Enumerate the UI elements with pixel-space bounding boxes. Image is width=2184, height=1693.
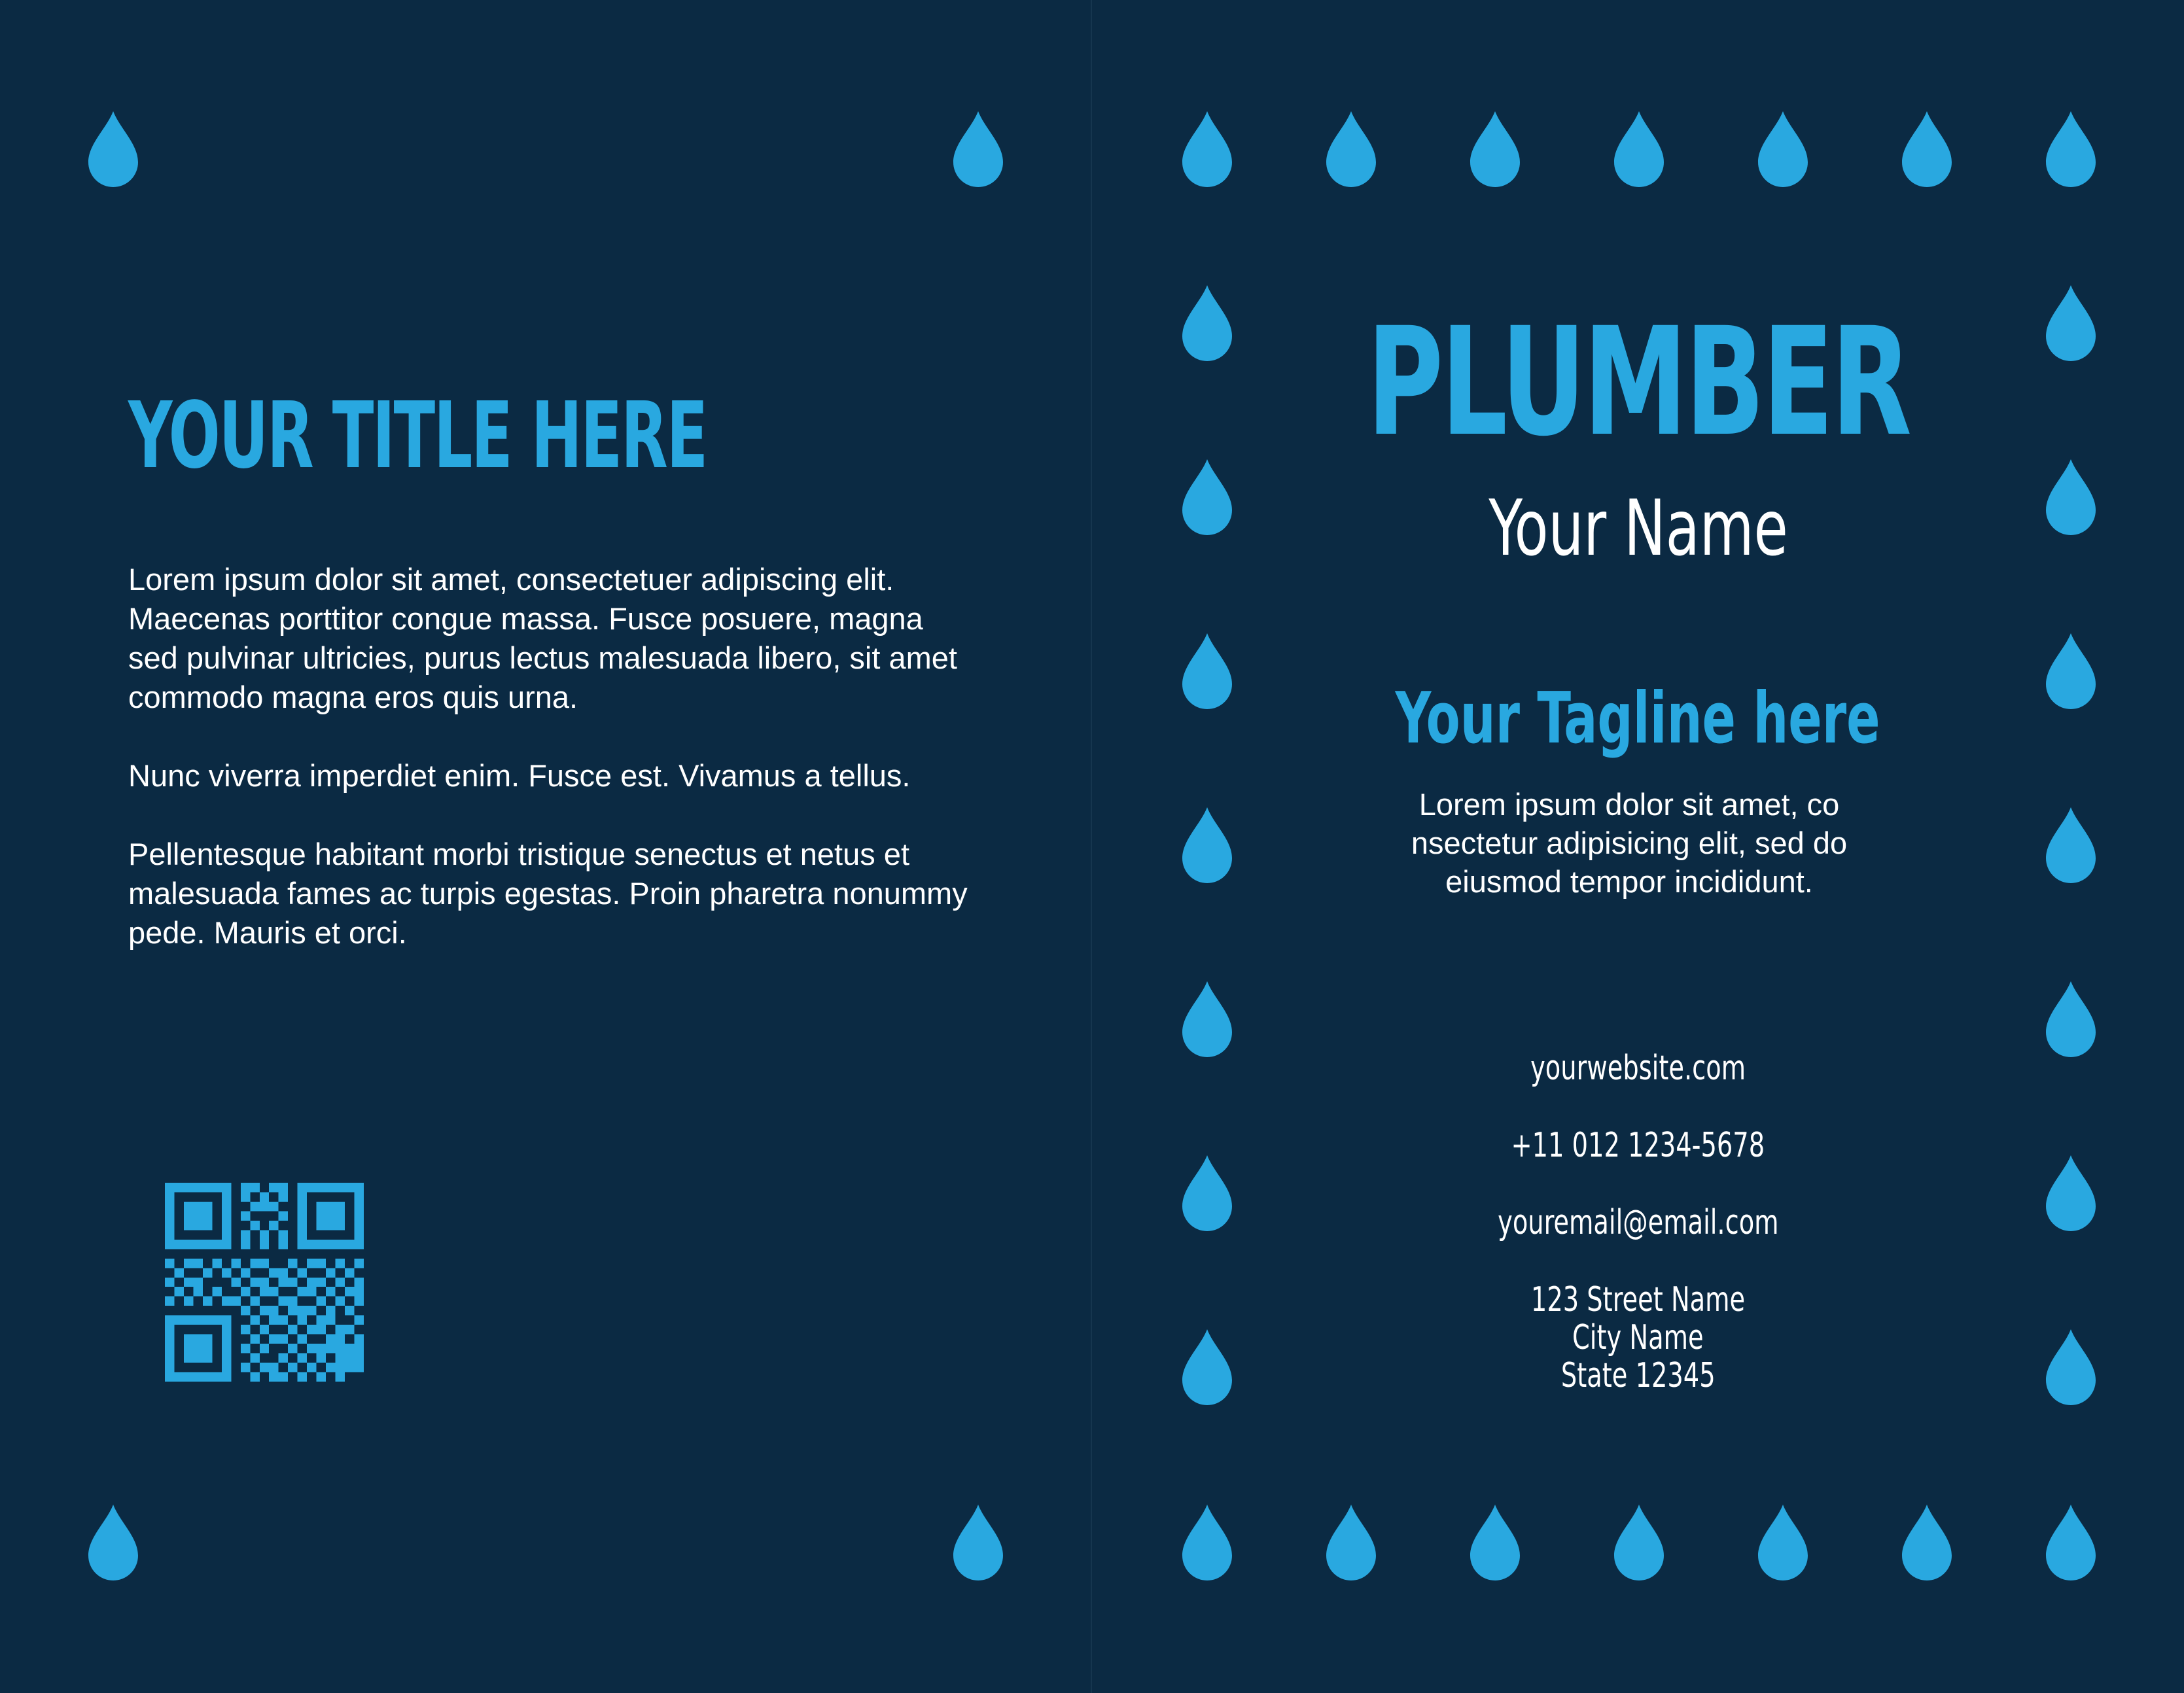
body-text [128, 560, 972, 992]
water-drop-icon [2045, 110, 2097, 188]
water-drop-icon [2045, 806, 2097, 884]
water-drop-icon [87, 110, 139, 188]
paragraph: Nunc viverra imperdiet enim. Fusce est. Vivamus a tellus. [128, 758, 911, 793]
water-drop-icon [1325, 1503, 1377, 1582]
tagline: Your Tagline here [1395, 678, 1880, 759]
phone-text: +11 012 1234-5678 [1511, 1126, 1765, 1165]
water-drop-icon [1613, 110, 1665, 188]
water-drop-icon [1181, 806, 1233, 884]
heading: PLUMBER [1366, 295, 1910, 469]
water-drop-icon [2045, 980, 2097, 1058]
qr-code [165, 1183, 364, 1382]
tagline-description: Lorem ipsum dolor sit amet, co nsectetur adipisicing elit, sed do eiusmod tempor incididunt. [1411, 787, 1848, 899]
water-drop-icon [952, 1503, 1004, 1582]
name: Your Name [1488, 483, 1788, 573]
email-text: youremail@email.com [1497, 1203, 1779, 1242]
water-drop-icon [1325, 110, 1377, 188]
water-drop-icon [1757, 110, 1809, 188]
water-drop-icon [952, 110, 1004, 188]
address [1092, 1281, 2184, 1395]
paragraph: Lorem ipsum dolor sit amet, consectetuer adipiscing elit. Maecenas porttitor congue massa. Fusce posuere, magna sed pulvinar ultricies, purus lectus malesuada libero, sit amet commodo magna eros quis urna. [128, 562, 957, 714]
water-drop-icon [1901, 110, 1953, 188]
water-drop-icon [1181, 980, 1233, 1058]
address-line: State 12345 [1560, 1356, 1716, 1395]
website-text: yourwebsite.com [1530, 1049, 1746, 1088]
address-line: City Name [1572, 1318, 1704, 1357]
water-drop-icon [1469, 1503, 1521, 1582]
page-title: YOUR TITLE HERE [128, 383, 707, 489]
address-line: 123 Street Name [1530, 1280, 1746, 1319]
water-drop-icon [1901, 1503, 1953, 1582]
paragraph: Pellentesque habitant morbi tristique senectus et netus et malesuada fames ac turpis egestas. Proin pharetra nonummy pede. Mauris et orci. [128, 837, 968, 950]
water-drop-icon [1757, 1503, 1809, 1582]
water-drop-icon [1181, 110, 1233, 188]
water-drop-icon [1613, 1503, 1665, 1582]
water-drop-icon [1181, 1503, 1233, 1582]
water-drop-icon [87, 1503, 139, 1582]
water-drop-icon [2045, 1503, 2097, 1582]
water-drop-icon [1469, 110, 1521, 188]
